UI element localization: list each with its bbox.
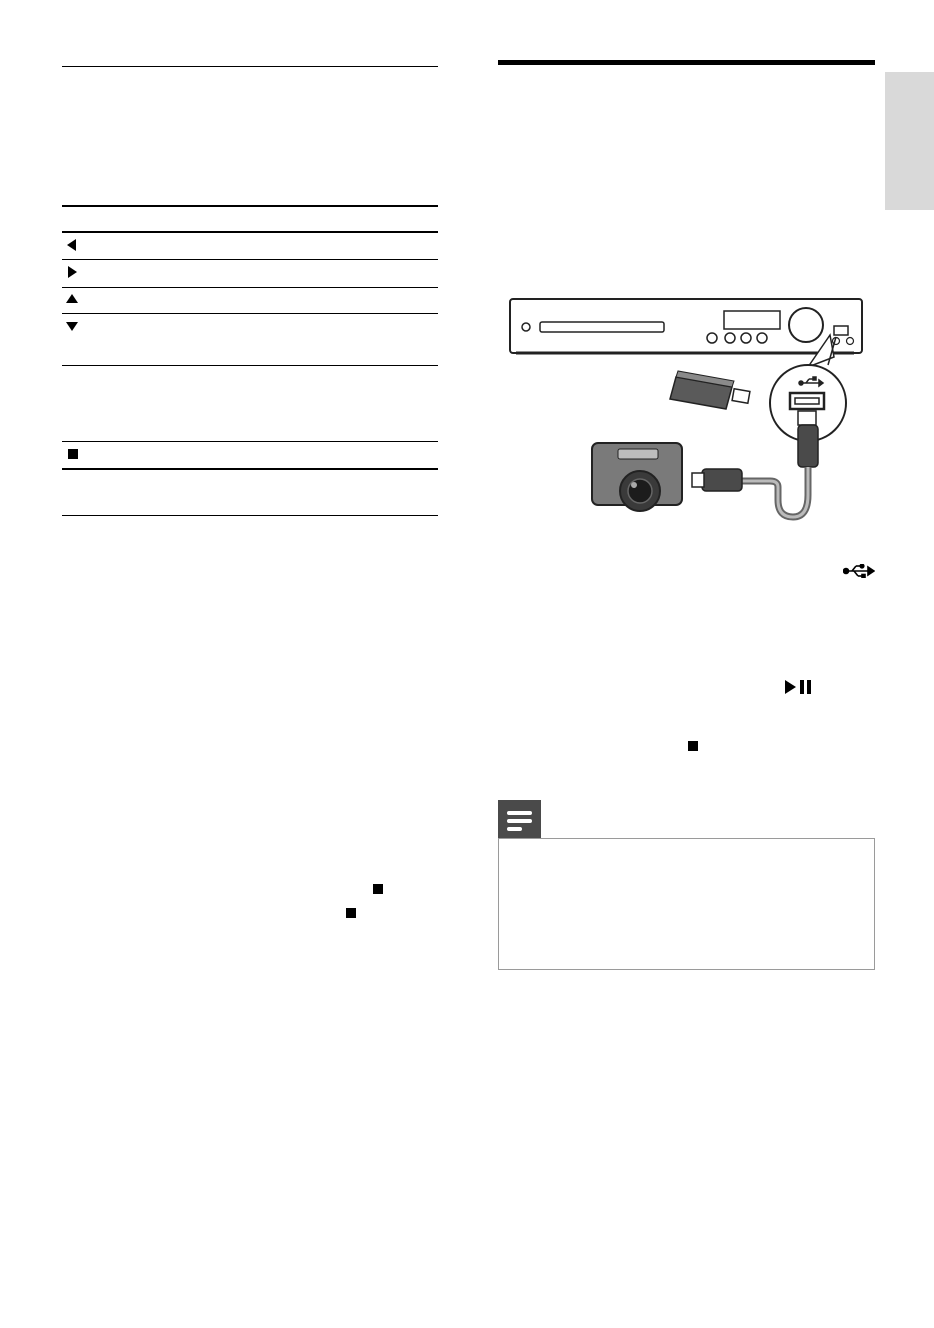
note-icon <box>498 800 541 839</box>
table-bottom-rule <box>62 515 438 516</box>
section-heading-rule <box>498 60 875 65</box>
stop-icon <box>373 884 383 894</box>
table-row-rule <box>62 441 438 442</box>
stop-icon <box>688 741 698 751</box>
table-row-down <box>66 322 80 336</box>
up-arrow-icon <box>66 294 78 303</box>
usb-connection-illustration <box>508 295 868 530</box>
right-arrow-icon <box>68 266 77 278</box>
section-top-rule <box>62 66 438 67</box>
table-row-rule <box>62 468 438 470</box>
table-row-up <box>66 294 80 308</box>
left-arrow-icon <box>67 239 76 251</box>
down-arrow-icon <box>66 322 78 331</box>
usb-icon <box>843 564 875 578</box>
table-top-rule <box>62 205 438 207</box>
usb-cable-icon <box>692 411 818 517</box>
table-row-left <box>66 239 80 253</box>
table-row-stop <box>66 449 80 463</box>
play-pause-icon <box>785 680 817 694</box>
table-header-rule <box>62 231 438 233</box>
usb-flash-drive-icon <box>670 371 750 409</box>
stop-icon <box>68 449 78 459</box>
table-row-rule <box>62 287 438 288</box>
table-row-right <box>66 266 80 280</box>
table-row-rule <box>62 313 438 314</box>
note-box <box>498 838 875 970</box>
language-tab <box>885 72 934 210</box>
table-row-rule <box>62 259 438 260</box>
stop-icon <box>346 908 356 918</box>
home-theater-unit-icon <box>510 299 862 353</box>
table-row-rule <box>62 365 438 366</box>
digital-camera-icon <box>592 443 682 511</box>
